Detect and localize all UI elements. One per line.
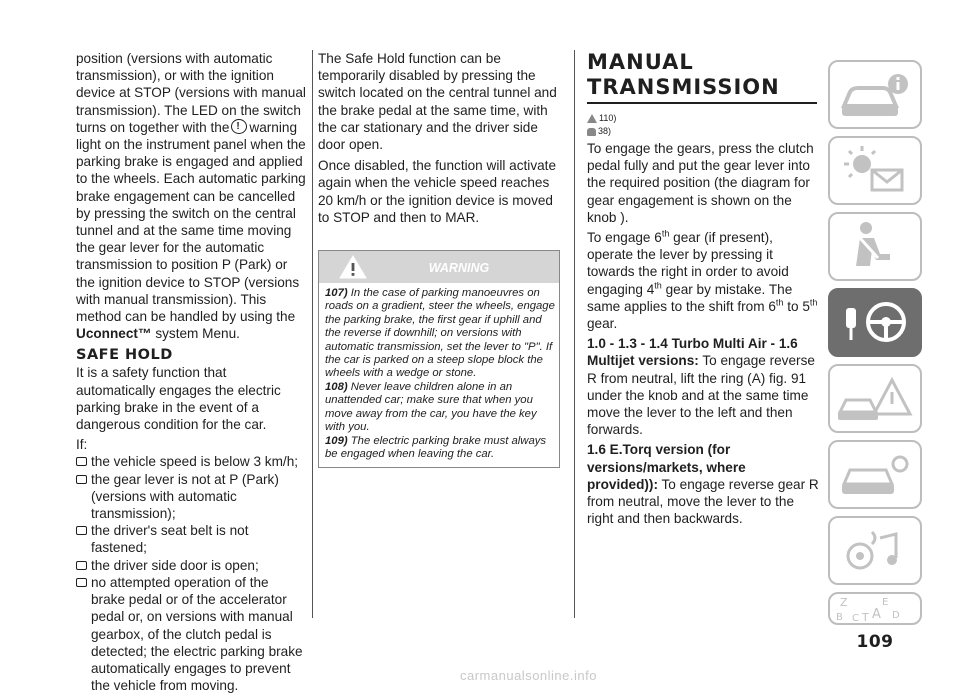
key-steering-wheel-icon bbox=[830, 290, 920, 355]
parking-brake-warning-icon bbox=[231, 119, 247, 134]
warning-header bbox=[319, 251, 559, 283]
column-right bbox=[587, 50, 819, 527]
list-item: the gear lever is not at P (Park) (versions with automatic transmission); bbox=[76, 471, 306, 523]
page-number: 109 bbox=[856, 632, 894, 652]
index-letter: E bbox=[882, 597, 889, 608]
reference-markers bbox=[587, 112, 819, 138]
tab-maintenance[interactable] bbox=[828, 440, 922, 509]
emergency-icon bbox=[830, 366, 920, 431]
tab-emergency[interactable] bbox=[828, 364, 922, 433]
warning-note: 108) Never leave children alone in an unattended car; make sure that when you move away from the car, you have the key with you. bbox=[325, 380, 537, 434]
warning-note: 107) In the case of parking manoeuvres on roads on a gradient, steer the wheels, engage the parking brake, the first gear if uphill and the reverse if downhill; on versions with automatic transmission, set the lever to "P". If the car is parked on a steep slope block the wheels with a wedge or stone. bbox=[325, 287, 555, 380]
index-letter: B bbox=[836, 612, 843, 623]
index-alphabet-icon bbox=[830, 594, 920, 623]
index-letter: Z bbox=[840, 596, 848, 609]
index-letter: T bbox=[862, 611, 869, 623]
index-letter: A bbox=[872, 607, 881, 622]
bullet-list bbox=[76, 453, 306, 694]
warning-notes bbox=[319, 283, 559, 467]
car-info-icon bbox=[830, 62, 920, 127]
paragraph: To engage 6th gear (if present), operate the lever by pressing it towards the right in order to avoid engaging 4th gear by mistake. The same applies to the shift from 6th to 5th gear. bbox=[587, 228, 818, 332]
paragraph: position (versions with automatic transmission), or with the ignition device at STOP (versions with manual transmission). The LED on the switch turns on together with the! warning light on the instrument panel when the parking brake is engaged and applied to the wheels. Each automatic parking brake engagement can be cancelled by pressing the switch on the central tunnel and at the same time moving the gear lever for the automatic transmission to position P (Park) or the ignition device to STOP (versions with manual transmission). This method can be handled by using the Uconnect™ system Menu. bbox=[76, 50, 306, 342]
heading-rule bbox=[587, 102, 817, 104]
warning-reference: 110) bbox=[587, 112, 819, 125]
multimedia-icon bbox=[830, 518, 920, 583]
car-maintenance-icon bbox=[830, 442, 920, 507]
warning-box bbox=[318, 250, 560, 468]
small-warning-icon bbox=[587, 114, 597, 123]
seatbelt-airbag-icon bbox=[830, 214, 920, 279]
column-divider bbox=[574, 50, 575, 618]
index-letter: D bbox=[892, 610, 900, 621]
tab-multimedia[interactable] bbox=[828, 516, 922, 585]
paragraph: It is a safety function that automatically engages the electric parking brake in the event of a dangerous condition for the car. bbox=[76, 365, 281, 433]
bullet-icon bbox=[76, 561, 87, 570]
paragraph: Once disabled, the function will activate again when the vehicle speed reaches 20 km/h or the ignition device is moved to STOP and then to MAR. bbox=[318, 158, 557, 225]
list-item: the driver's seat belt is not fastened; bbox=[76, 522, 306, 556]
index-letter: C bbox=[852, 613, 859, 623]
small-caution-icon bbox=[587, 128, 596, 136]
warning-lights-icon bbox=[830, 138, 920, 203]
paragraph: 1.6 E.Torq version (for versions/markets, where provided)): To engage reverse gear R from neutral, move the lever to the right and then backwards. bbox=[587, 442, 819, 527]
bullet-icon bbox=[76, 578, 87, 587]
caution-reference: 38) bbox=[587, 125, 819, 138]
bullet-icon bbox=[76, 475, 87, 484]
if-label: If: bbox=[76, 437, 88, 453]
watermark: carmanualsonline.info bbox=[460, 668, 597, 683]
paragraph: To engage the gears, press the clutch pedal fully and put the gear lever into the required position (the diagram for gear engagement is shown on the knob ). bbox=[587, 141, 814, 225]
tab-index[interactable] bbox=[828, 592, 922, 625]
warning-title: WARNING bbox=[428, 261, 490, 276]
bullet-icon bbox=[76, 526, 87, 535]
tab-warning-lights[interactable] bbox=[828, 136, 922, 205]
column-divider bbox=[312, 50, 313, 618]
column-middle bbox=[318, 50, 560, 468]
warning-note: 109) The electric parking brake must always be engaged when leaving the car. bbox=[325, 434, 547, 460]
section-heading-safe-hold: SAFE HOLD bbox=[76, 347, 173, 364]
list-item: the driver side door is open; bbox=[76, 557, 306, 574]
tab-safety[interactable] bbox=[828, 212, 922, 281]
tab-car-info[interactable] bbox=[828, 60, 922, 129]
paragraph: The Safe Hold function can be temporarily disabled by pressing the switch located on the central tunnel and the brake pedal at the same time, with the car stationary and the driver side door open. bbox=[318, 51, 557, 153]
list-item: the vehicle speed is below 3 km/h; bbox=[76, 453, 306, 470]
list-item: no attempted operation of the brake pedal or of the accelerator pedal or, on versions with manual gearbox, of the clutch pedal is detected; the electric parking brake automatically engages to prevent the vehicle from moving. bbox=[76, 574, 306, 694]
paragraph: 1.0 - 1.3 - 1.4 Turbo Multi Air - 1.6 Multijet versions: To engage reverse R from neutral, lift the ring (A) fig. 91 under the knob and at the same time move the lever to the left and then forwards. bbox=[587, 336, 815, 438]
section-heading-manual-transmission: MANUAL TRANSMISSION bbox=[587, 50, 780, 99]
bullet-icon bbox=[76, 457, 87, 466]
column-left bbox=[76, 50, 306, 694]
tab-starting-driving[interactable] bbox=[828, 288, 922, 357]
